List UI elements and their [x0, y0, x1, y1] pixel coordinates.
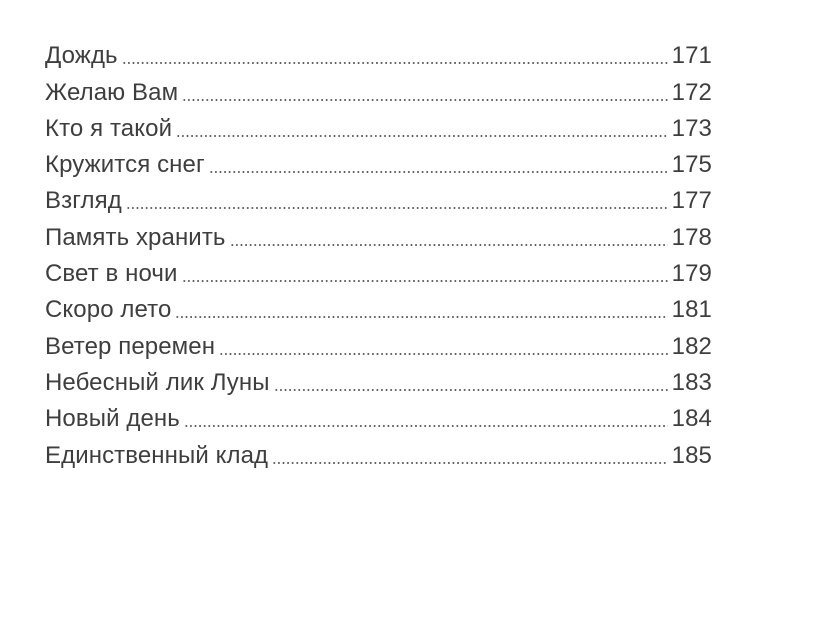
- toc-entry-page: 181: [671, 296, 712, 324]
- toc-entry-title: Свет в ночи: [45, 260, 178, 288]
- toc-entry-page: 173: [671, 114, 712, 142]
- toc-entry-page: 172: [671, 78, 712, 106]
- toc-entry: [45, 70, 712, 106]
- toc-entry-title: Единственный клад: [45, 441, 269, 469]
- toc-entry-page: 175: [671, 151, 712, 179]
- dot-leader: [184, 425, 668, 427]
- toc-entry-page: 171: [671, 42, 712, 70]
- dot-leader: [274, 389, 668, 391]
- toc-entry-title: Желаю Вам: [45, 78, 179, 106]
- dot-leader: [209, 171, 668, 173]
- toc-entry-page: 182: [671, 332, 712, 360]
- toc-entry: [45, 143, 712, 179]
- toc-entry-page: 179: [671, 260, 712, 288]
- dot-leader: [230, 244, 668, 246]
- toc-entry-title: Кружится снег: [45, 151, 205, 179]
- toc-entry: [45, 107, 712, 143]
- toc-entry: [45, 433, 712, 469]
- toc-entry: [45, 252, 712, 288]
- dot-leader: [122, 62, 668, 64]
- toc-entry: [45, 397, 712, 433]
- dot-leader: [182, 99, 667, 101]
- toc-entry-page: 177: [671, 187, 712, 215]
- toc-entry-title: Новый день: [45, 405, 180, 433]
- toc-entry-title: Кто я такой: [45, 114, 173, 142]
- toc-entry-page: 183: [671, 368, 712, 396]
- toc-entry-title: Небесный лик Луны: [45, 368, 270, 396]
- dot-leader: [176, 135, 668, 137]
- toc-entry-title: Скоро лето: [45, 296, 172, 324]
- toc-entry: [45, 215, 712, 251]
- dot-leader: [272, 462, 668, 464]
- toc-entry: [45, 34, 712, 70]
- toc-entry: [45, 179, 712, 215]
- toc-entry: [45, 288, 712, 324]
- dot-leader: [219, 353, 668, 355]
- toc-entry-title: Память хранить: [45, 223, 226, 251]
- toc-entry-page: 178: [671, 223, 712, 251]
- toc-entry: [45, 324, 712, 360]
- toc-entry-title: Взгляд: [45, 187, 122, 215]
- dot-leader: [175, 316, 667, 318]
- toc-entry-page: 185: [671, 441, 712, 469]
- toc-entry-page: 184: [671, 405, 712, 433]
- table-of-contents: [45, 34, 712, 470]
- dot-leader: [182, 280, 668, 282]
- toc-entry-title: Ветер перемен: [45, 332, 216, 360]
- toc-entry-title: Дождь: [45, 42, 118, 70]
- dot-leader: [126, 207, 668, 209]
- toc-entry: [45, 361, 712, 397]
